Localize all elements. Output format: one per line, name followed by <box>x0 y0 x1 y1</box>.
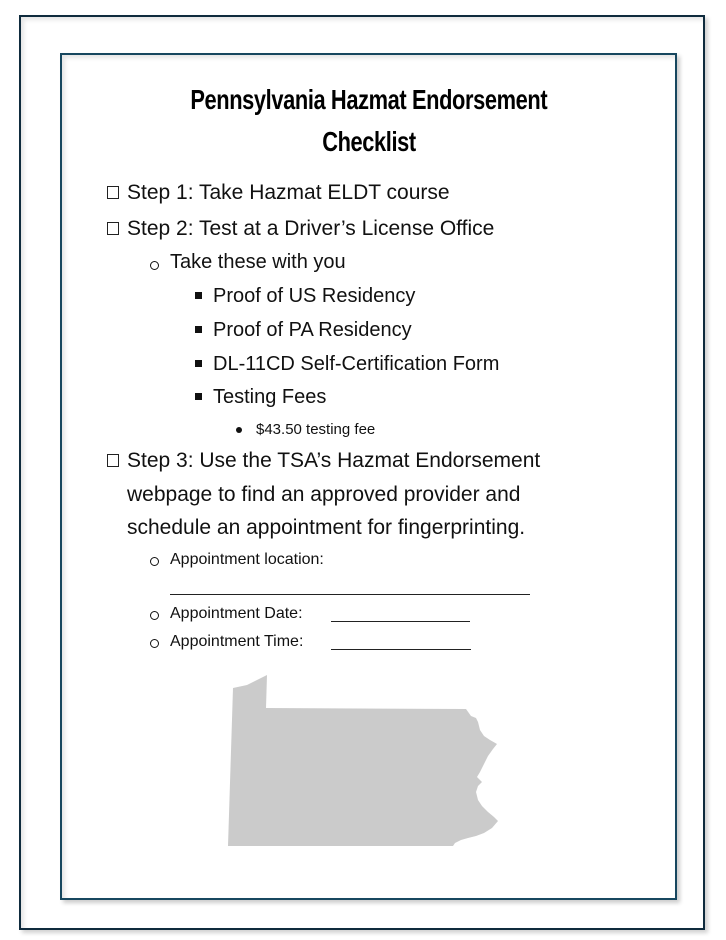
list-item-us-residency: Proof of US Residency <box>213 285 416 307</box>
step-3-label-line-1: Step 3: Use the TSA’s Hazmat Endorsement <box>127 449 541 472</box>
step-2-label: Step 2: Test at a Driver’s License Office <box>127 217 495 240</box>
step-3-label-line-3: schedule an appointment for fingerprinting. <box>127 516 526 539</box>
testing-fee-amount: $43.50 testing fee <box>256 421 376 438</box>
step-1-label: Step 1: Take Hazmat ELDT course <box>127 181 450 204</box>
page-title-text-2: Checklist <box>321 126 416 157</box>
take-with-you-label: Take these with you <box>170 251 346 273</box>
list-item-testing-fees: Testing Fees <box>213 386 327 408</box>
list-item-pa-residency: Proof of PA Residency <box>213 319 412 341</box>
appointment-location-label: Appointment location: <box>170 551 324 568</box>
pennsylvania-state-shape <box>228 675 498 846</box>
appointment-date-label: Appointment Date: <box>170 605 303 622</box>
appointment-time-label: Appointment Time: <box>170 633 304 650</box>
page-title-text-1: Pennsylvania Hazmat Endorsement <box>190 84 547 115</box>
list-item-dl11cd-form: DL-11CD Self-Certification Form <box>213 353 500 375</box>
step-3-label-line-2: webpage to find an approved provider and <box>127 483 521 506</box>
